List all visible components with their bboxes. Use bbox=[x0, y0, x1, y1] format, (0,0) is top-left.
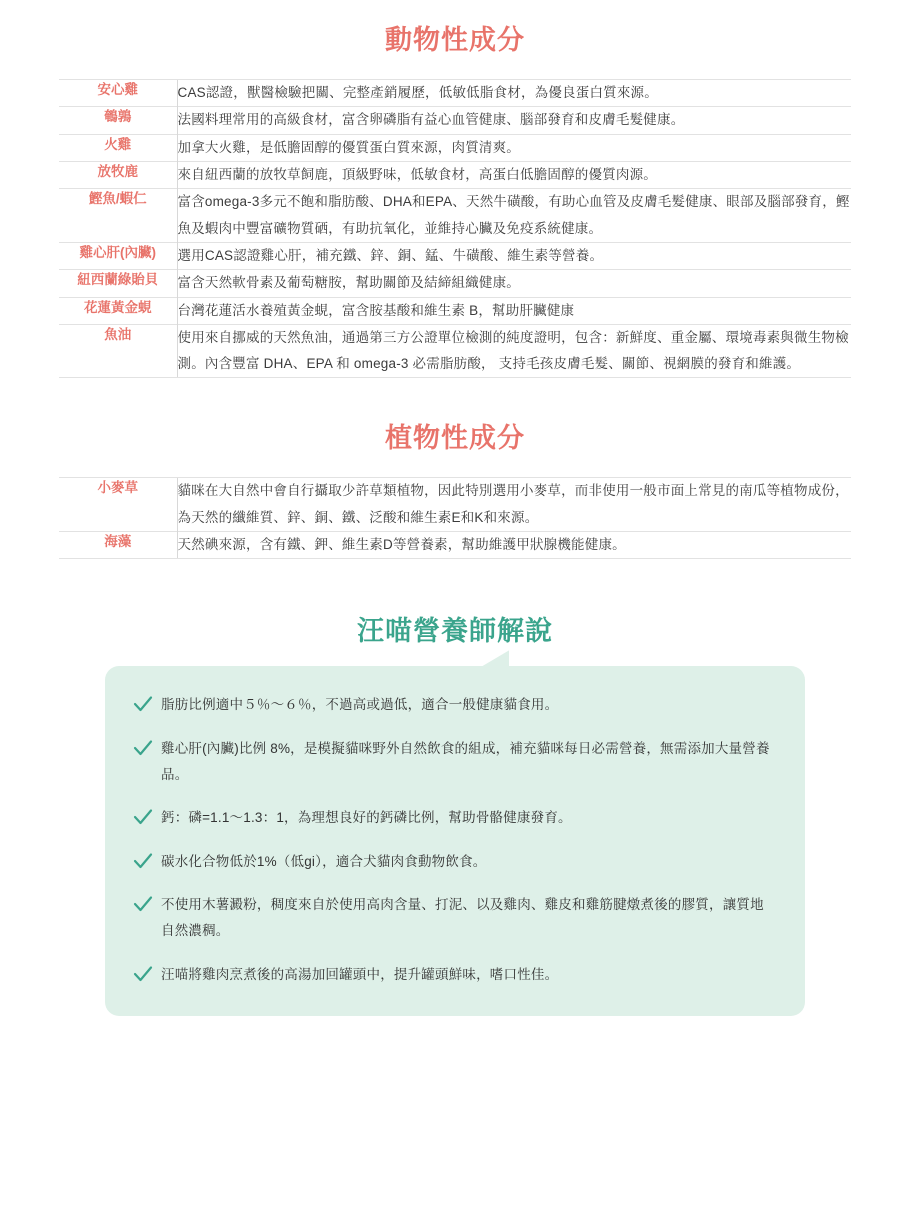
check-icon bbox=[133, 739, 153, 759]
ingredient-desc: 來自紐西蘭的放牧草飼鹿，頂級野味，低敏食材，高蛋白低膽固醇的優質肉源。 bbox=[177, 161, 851, 188]
note-text: 鈣：磷=1.1～1.3：1，為理想良好的鈣磷比例，幫助骨骼健康發育。 bbox=[161, 810, 572, 826]
table-row bbox=[59, 80, 851, 107]
expert-section-title: 汪喵營養師解說 bbox=[357, 616, 553, 647]
plant-ingredients-body bbox=[59, 478, 851, 559]
ingredient-name: 紐西蘭綠貽貝 bbox=[59, 270, 177, 297]
ingredient-name: 放牧鹿 bbox=[59, 161, 177, 188]
list-item bbox=[133, 736, 771, 789]
ingredient-desc: 使用來自挪威的天然魚油，通過第三方公證單位檢測的純度證明，包含：新鮮度、重金屬、環境毒素與微生物檢測。內含豐富 DHA、EPA 和 omega-3 必需脂肪酸， 支持毛孩皮膚毛髮、關節、視網膜的發育和維護。 bbox=[177, 324, 851, 378]
list-item bbox=[133, 692, 771, 718]
list-item bbox=[133, 849, 771, 875]
list-item bbox=[133, 805, 771, 831]
nutrition-info-page bbox=[0, 18, 910, 1218]
ingredient-desc: 貓咪在大自然中會自行攝取少許草類植物，因此特別選用小麥草，而非使用一般市面上常見的南瓜等植物成份，為天然的纖維質、鋅、銅、鐵、泛酸和維生素E和K和來源。 bbox=[177, 478, 851, 532]
table-row bbox=[59, 297, 851, 324]
ingredient-desc: 法國料理常用的高級食材，富含卵磷脂有益心血管健康、腦部發育和皮膚毛髮健康。 bbox=[177, 107, 851, 134]
animal-ingredients-table bbox=[59, 79, 851, 378]
note-text: 汪喵將雞肉烹煮後的高湯加回罐頭中，提升罐頭鮮味，嗜口性佳。 bbox=[161, 966, 559, 982]
ingredient-desc: 富含天然軟骨素及葡萄糖胺，幫助關節及結締組織健康。 bbox=[177, 270, 851, 297]
table-row bbox=[59, 189, 851, 243]
plant-section-title: 植物性成分 bbox=[385, 423, 525, 454]
list-item bbox=[133, 962, 771, 988]
note-text: 脂肪比例適中５％～６％，不過高或過低，適合一般健康貓食用。 bbox=[161, 697, 559, 713]
ingredient-desc: 台灣花蓮活水養殖黃金蜆，富含胺基酸和維生素 B，幫助肝臟健康 bbox=[177, 297, 851, 324]
ingredient-name: 花蓮黃金蜆 bbox=[59, 297, 177, 324]
ingredient-name: 鰹魚/蝦仁 bbox=[59, 189, 177, 243]
ingredient-desc: 選用CAS認證雞心肝，補充鐵、鋅、銅、錳、牛磺酸、維生素等營養。 bbox=[177, 242, 851, 269]
check-icon bbox=[133, 808, 153, 828]
ingredient-desc: CAS認證，獸醫檢驗把關、完整產銷履歷，低敏低脂食材，為優良蛋白質來源。 bbox=[177, 80, 851, 107]
table-row bbox=[59, 242, 851, 269]
table-row bbox=[59, 324, 851, 378]
check-icon bbox=[133, 852, 153, 872]
ingredient-desc: 富含omega-3多元不飽和脂肪酸、DHA和EPA、天然牛磺酸，有助心血管及皮膚毛髮健康、眼部及腦部發育，鰹魚及蝦肉中豐富礦物質硒，有助抗氧化，並維持心臟及免疫系統健康。 bbox=[177, 189, 851, 243]
animal-ingredients-body bbox=[59, 80, 851, 378]
table-row bbox=[59, 134, 851, 161]
ingredient-name: 鵪鶉 bbox=[59, 107, 177, 134]
note-text: 碳水化合物低於1%（低gi），適合犬貓肉食動物飲食。 bbox=[161, 853, 487, 869]
note-text: 雞心肝(內臟)比例 8%，是模擬貓咪野外自然飲食的組成，補充貓咪每日必需營養，無需添加大量營養品。 bbox=[161, 740, 770, 782]
expert-notes-bubble-wrap bbox=[105, 666, 805, 1016]
table-row bbox=[59, 107, 851, 134]
check-icon bbox=[133, 965, 153, 985]
ingredient-name: 小麥草 bbox=[59, 478, 177, 532]
animal-section-title: 動物性成分 bbox=[385, 25, 525, 55]
ingredient-desc: 加拿大火雞，是低膽固醇的優質蛋白質來源，肉質清爽。 bbox=[177, 134, 851, 161]
table-row bbox=[59, 270, 851, 297]
ingredient-desc: 天然碘來源，含有鐵、鉀、維生素D等營養素，幫助維護甲狀腺機能健康。 bbox=[177, 532, 851, 559]
table-row bbox=[59, 478, 851, 532]
ingredient-name: 安心雞 bbox=[59, 80, 177, 107]
plant-ingredients-table bbox=[59, 477, 851, 559]
note-text: 不使用木薯澱粉，稠度來自於使用高肉含量、打泥、以及雞肉、雞皮和雞筋腱燉煮後的膠質，讓質地自然濃稠。 bbox=[161, 896, 764, 939]
ingredient-name: 海藻 bbox=[59, 532, 177, 559]
ingredient-name: 魚油 bbox=[59, 324, 177, 378]
check-icon bbox=[133, 695, 153, 715]
expert-notes-bubble bbox=[105, 666, 805, 1016]
ingredient-name: 雞心肝(內臟) bbox=[59, 242, 177, 269]
table-row bbox=[59, 161, 851, 188]
ingredient-name: 火雞 bbox=[59, 134, 177, 161]
check-icon bbox=[133, 895, 153, 915]
table-row bbox=[59, 532, 851, 559]
list-item bbox=[133, 892, 771, 945]
